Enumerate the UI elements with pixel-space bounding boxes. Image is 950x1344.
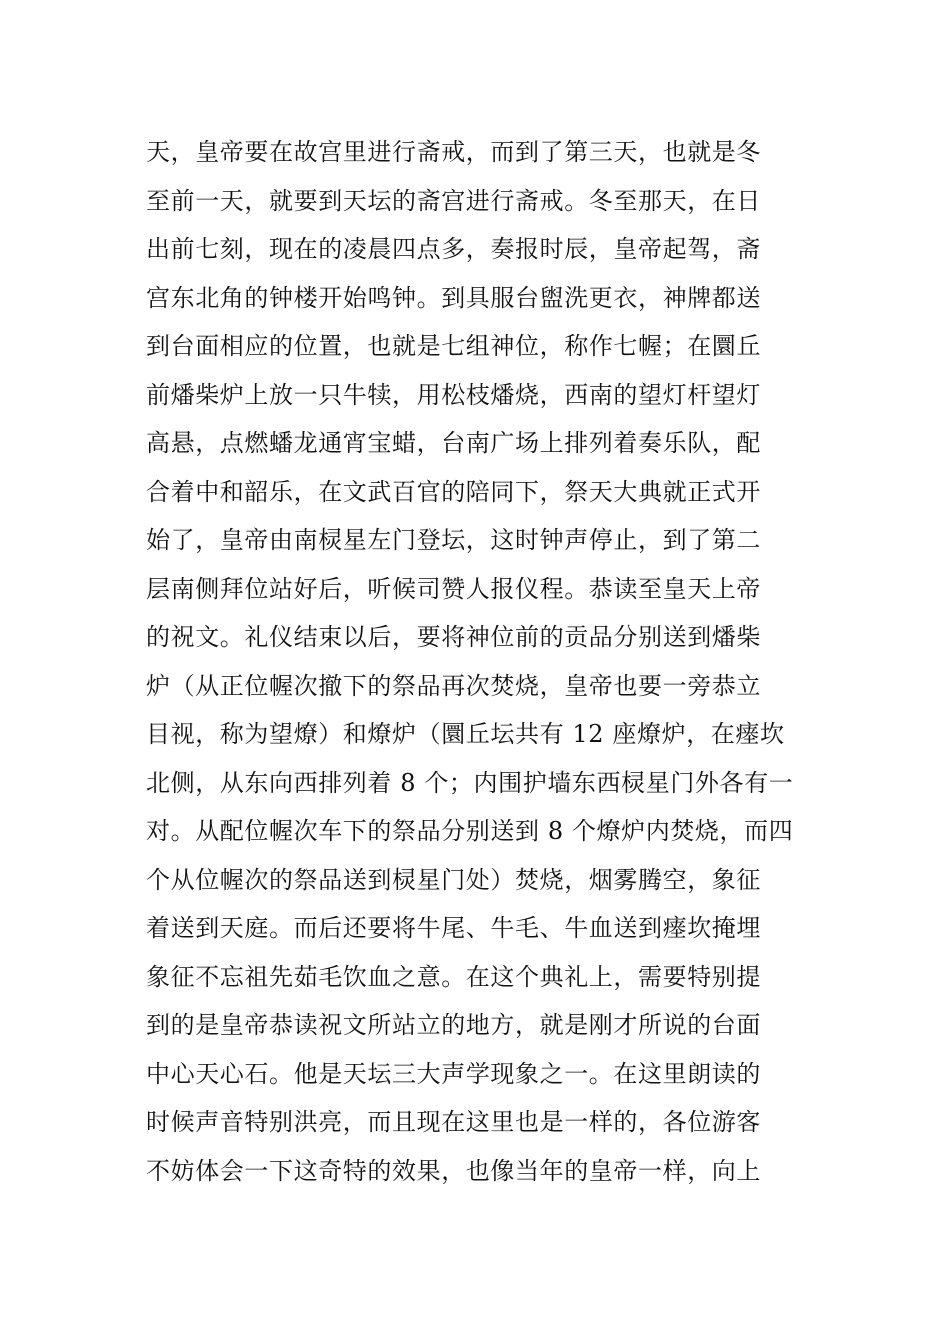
text-line-20: 中心天心石。他是天坛三大声学现象之一。在这里朗读的 — [146, 1059, 761, 1088]
body-text — [146, 128, 816, 1195]
text-line-9: 始了，皇帝由南棂星左门登坛，这时钟声停止，到了第二 — [146, 526, 761, 554]
text-line-17: 着送到天庭。而后还要将牛尾、牛毛、牛血送到瘗坎掩埋 — [146, 914, 761, 942]
text-line-16: 个从位幄次的祭品送到棂星门处）焚烧，烟雾腾空，象征 — [146, 865, 761, 894]
text-line-6: 前燔柴炉上放一只牛犊，用松枝燔烧，西南的望灯杆望灯 — [146, 380, 761, 409]
text-line-4: 宫东北角的钟楼开始鸣钟。到具服台盥洗更衣，神牌都送 — [146, 283, 761, 312]
text-line-19: 到的是皇帝恭读祝文所站立的地方，就是刚才所说的台面 — [146, 1011, 761, 1039]
text-line-10: 层南侧拜位站好后，听候司赞人报仪程。恭读至皇天上帝 — [146, 574, 761, 603]
text-line-14: 北侧，从东向西排列着 8 个；内围护墙东西棂星门外各有一 — [146, 768, 794, 797]
text-line-22: 不妨体会一下这奇特的效果，也像当年的皇帝一样，向上 — [146, 1156, 761, 1185]
text-line-1: 天，皇帝要在故宫里进行斋戒，而到了第三天，也就是冬 — [146, 138, 761, 166]
text-line-11: 的祝文。礼仪结束以后，要将神位前的贡品分别送到燔柴 — [146, 623, 761, 651]
text-line-21: 时候声音特别洪亮，而且现在这里也是一样的，各位游客 — [146, 1108, 761, 1136]
text-line-7: 高悬，点燃蟠龙通宵宝蜡，台南广场上排列着奏乐队，配 — [146, 429, 761, 457]
text-line-3: 出前七刻，现在的凌晨四点多，奏报时辰，皇帝起驾，斋 — [146, 235, 761, 263]
text-line-12: 炉（从正位幄次撤下的祭品再次焚烧，皇帝也要一旁恭立 — [146, 671, 761, 700]
text-line-8: 合着中和韶乐，在文武百官的陪同下，祭天大典就正式开 — [146, 477, 761, 506]
text-line-2: 至前一天，就要到天坛的斋宫进行斋戒。冬至那天，在日 — [146, 186, 761, 215]
text-line-13: 目视，称为望燎）和燎炉（圜丘坛共有 12 座燎炉，在瘗坎 — [146, 720, 785, 748]
text-line-15: 对。从配位幄次车下的祭品分别送到 8 个燎炉内焚烧，而四 — [146, 817, 794, 845]
text-line-18: 象征不忘祖先茹毛饮血之意。在这个典礼上，需要特别提 — [146, 962, 761, 991]
text-line-5: 到台面相应的位置，也就是七组神位，称作七幄；在圜丘 — [146, 332, 761, 360]
